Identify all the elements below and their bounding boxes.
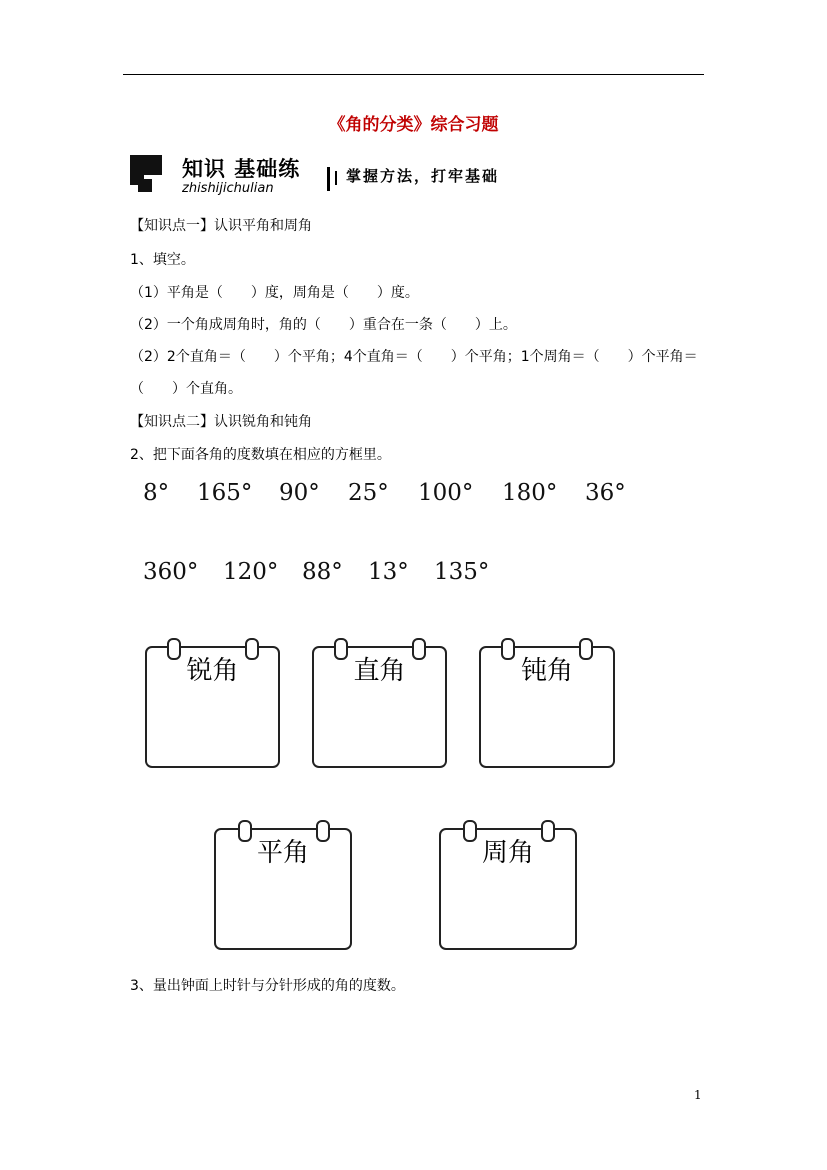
page-title: 《角的分类》综合习题 — [328, 115, 499, 135]
question-1-line-1: （1）平角是（ ）度，周角是（ ）度。 — [130, 285, 419, 301]
degree-value: 165° — [197, 480, 253, 506]
degree-value: 90° — [279, 480, 320, 506]
answer-box-straight[interactable] — [214, 820, 352, 950]
answer-box-label: 锐角 — [186, 656, 239, 686]
answer-box-label: 钝角 — [520, 656, 573, 686]
section-heading-2: 【知识点二】认识锐角和钝角 — [130, 414, 312, 430]
banner-pinyin: zhishijichulian — [182, 181, 274, 196]
answer-box-label: 直角 — [353, 656, 406, 686]
banner-logo-block — [138, 179, 152, 192]
answer-box-obtuse[interactable] — [479, 638, 615, 768]
answer-box-full[interactable] — [439, 820, 577, 950]
section-banner — [130, 153, 530, 198]
question-2-title: 2、把下面各角的度数填在相应的方框里。 — [130, 447, 391, 463]
degree-value: 13° — [368, 559, 409, 585]
degree-value: 135° — [434, 559, 490, 585]
degree-value: 120° — [223, 559, 279, 585]
banner-heading: 知识 基础练 — [182, 157, 301, 181]
degree-value: 180° — [502, 480, 558, 506]
banner-divider — [327, 167, 330, 191]
answer-box-label: 平角 — [256, 838, 309, 868]
banner-motto: 掌握方法，打牢基础 — [346, 167, 500, 185]
degree-value: 100° — [418, 480, 474, 506]
answer-box-label: 周角 — [481, 838, 534, 868]
header-rule — [123, 74, 704, 75]
degree-value: 360° — [143, 559, 199, 585]
answer-box-acute[interactable] — [145, 638, 280, 768]
section-heading-1: 【知识点一】认识平角和周角 — [130, 218, 312, 234]
question-1-line-4: （ ）个直角。 — [130, 381, 242, 397]
degree-value: 36° — [585, 480, 626, 506]
page-number: 1 — [694, 1088, 702, 1102]
answer-box-right[interactable] — [312, 638, 447, 768]
degree-value: 88° — [302, 559, 343, 585]
question-1-line-2: （2）一个角成周角时，角的（ ）重合在一条（ ）上。 — [130, 317, 517, 333]
degree-value: 8° — [143, 480, 170, 506]
question-1-title: 1、填空。 — [130, 252, 195, 268]
degree-value: 25° — [348, 480, 389, 506]
banner-divider-thin — [335, 171, 337, 185]
question-3-title: 3、量出钟面上时针与分针形成的角的度数。 — [130, 978, 405, 994]
question-1-line-3: （2）2个直角＝（ ）个平角；4个直角＝（ ）个平角；1个周角＝（ ）个平角＝ — [130, 349, 698, 365]
